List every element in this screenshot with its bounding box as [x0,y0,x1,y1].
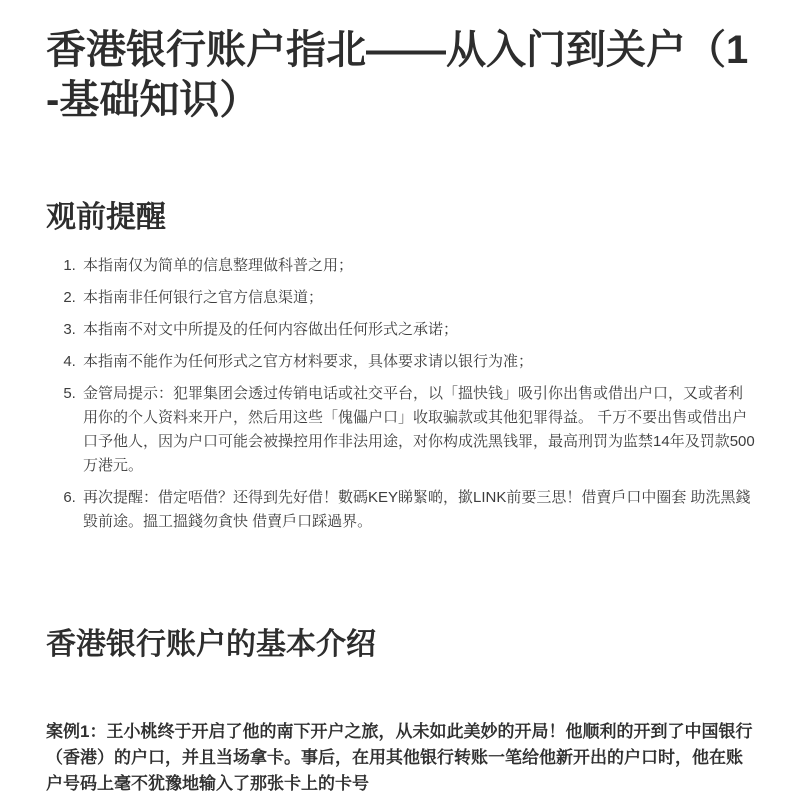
case-paragraph: 案例1：王小桃终于开启了他的南下开户之旅，从未如此美妙的开局！他顺利的开到了中国银行（香港）的户口，并且当场拿卡。事后，在用其他银行转账一笔给他新开出的户口时，他在账户号码上毫不犹豫地输入了那张卡上的卡号 [46,722,753,793]
section-heading-intro: 香港银行账户的基本介绍 [46,628,376,661]
page-title-line-2: -基础知识） [46,78,260,122]
list-item-3: 3. 本指南不对文中所提及的任何内容做出任何形式之承诺； [80,318,755,342]
list-item-2: 2. 本指南非任何银行之官方信息渠道； [80,286,755,310]
list-item-5: 5. 金管局提示：犯罪集团会透过传销电话或社交平台，以「搵快钱」吸引你出售或借出户口，又或者利用你的个人资料来开户，然后用这些「傀儡户口」收取骗款或其他犯罪得益。 千万不要出售或借出户口予他人，因为户口可能会被操控用作非法用途，对你构成洗黑钱罪，最高刑罚为监禁14年及罚款500万港元。 [80,382,755,478]
reminder-list [46,254,755,534]
list-item-1: 1. 本指南仅为简单的信息整理做科普之用； [80,254,755,278]
list-item-4: 4. 本指南不能作为任何形式之官方材料要求，具体要求请以银行为准； [80,350,755,374]
section-heading-reminder: 观前提醒 [46,201,166,234]
page-title-line-1: 香港银行账户指北——从入门到关户（1 [46,28,749,72]
page-title [46,25,755,125]
list-item-6: 6. 再次提醒：借定唔借？还得到先好借！數碼KEY睇緊啲，撳LINK前要三思！借賣戶口中圈套 助洗黑錢毀前途。搵工搵錢勿貪快 借賣戶口踩過界。 [80,486,755,534]
